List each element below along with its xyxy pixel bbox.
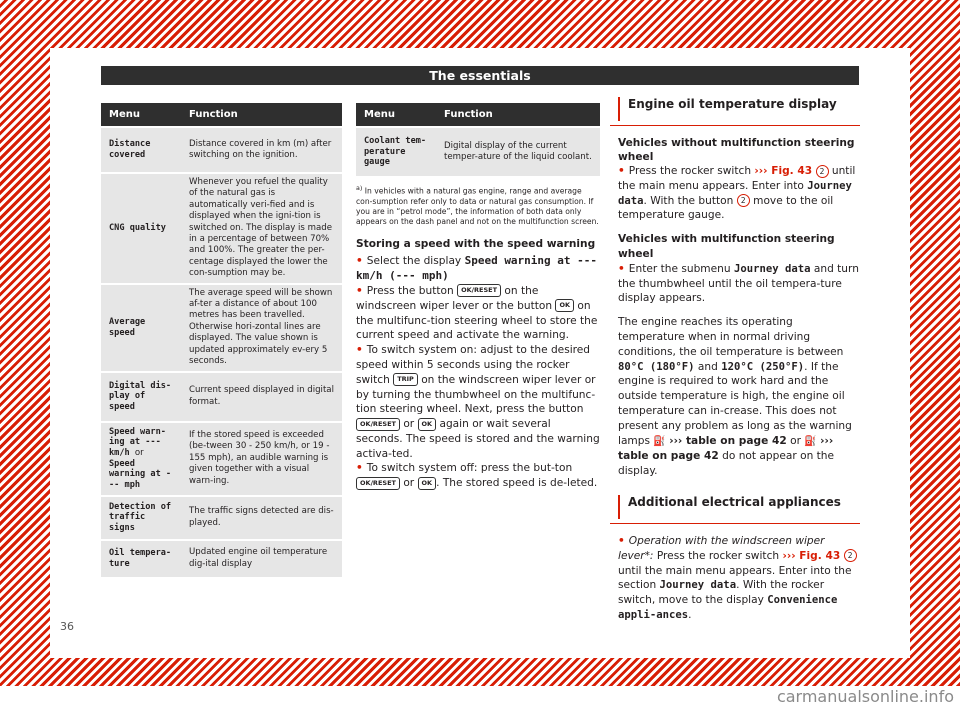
table-row	[101, 285, 342, 371]
page-number: 36	[60, 620, 74, 633]
table-row	[101, 174, 342, 283]
number-2-badge: 2	[816, 165, 829, 178]
electrical-section-title-block	[618, 495, 860, 519]
speed-warning-code: Speed warning at --- km/h (--- mph)	[356, 254, 598, 283]
menu-cell: Oil tempera-ture	[101, 541, 181, 577]
menu-function-table	[101, 101, 342, 579]
table-row	[101, 423, 342, 495]
menu-cell: Average speed	[101, 285, 181, 371]
function-cell: The average speed will be shown af-ter a distance of about 100 metres has been travelled. Otherwise hori-zontal lines are displayed. The value shown is updated approximately ev-ery 5 seconds.	[181, 285, 342, 371]
bullet-icon: •	[618, 534, 625, 547]
bullet-switch-on: • To switch system on: adjust to the desired speed within 5 seconds using the rocker switch TRIP on the windscreen wiper lever or by turning the thumbwheel on the multifunc-tion steering wheel. Next, press the button OK/RESET or OK again or wait several seconds. The speed is stored and the warning activa-ted.	[356, 344, 600, 460]
temperature-80: 80°C (180°F)	[618, 360, 695, 373]
oil-subheading-mf: Vehicles with multifunction steering wheel	[618, 233, 835, 260]
menu-cell	[101, 423, 181, 495]
bullet-submenu: • Enter the submenu Journey data and turn the thumbwheel until the oil tempera-ture display appears.	[618, 262, 859, 305]
menu-or-text: or	[134, 447, 144, 458]
journey-data-code: Journey data	[733, 262, 811, 275]
column-header-menu: Menu	[101, 103, 181, 126]
footnote	[356, 184, 600, 227]
footnote-text: In vehicles with a natural gas engine, range and average con-sumption refer only to data or natural gas consumption. If you are in “petrol mode”, the information of both data only appears on the dash panel and not on the multifunction screen.	[356, 186, 599, 226]
right-column	[618, 97, 860, 623]
bullet-press-button: • Press the button OK/RESET on the windscreen wiper lever or the button OK on the multifunc-tion steering wheel to store the current speed and activate the warning.	[356, 284, 598, 342]
function-cell: Whenever you refuel the quality of the natural gas is automatically veri-fied and is displayed when the igni-tion is switched on. The display is made in a percentage of between 70% and 100%. The greater the per-centage displayed the lower the con-sumption may be.	[181, 174, 342, 283]
coolant-table	[356, 101, 600, 178]
title-underline	[610, 523, 860, 524]
oil-section-title-block	[618, 97, 860, 121]
convenience-appliances-code: Convenience appli-ances	[618, 594, 838, 621]
column-header-function: Function	[436, 103, 600, 126]
table-row	[101, 541, 342, 577]
table-row	[101, 128, 342, 172]
menu-cell: Distance covered	[101, 128, 181, 172]
bullet-icon: •	[618, 262, 625, 275]
column-header-menu: Menu	[356, 103, 436, 126]
journey-data-code: Journey data	[618, 179, 852, 207]
trip-key-icon: TRIP	[393, 373, 418, 386]
function-cell: The traffic signs detected are dis-played.	[181, 497, 342, 539]
number-2-badge: 2	[737, 194, 750, 207]
menu-cell: Coolant tem-perature gauge	[356, 128, 436, 176]
number-2-badge: 2	[844, 549, 857, 562]
function-cell: Distance covered in km (m) after switching on the ignition.	[181, 128, 342, 172]
oil-warning-lamp-icon: ⛽	[653, 435, 666, 447]
function-cell: If the stored speed is exceeded (be-tween 30 - 250 km/h, or 19 - 155 mph), an audible warning is given together with a visual warn-ing.	[181, 423, 342, 495]
bullet-select-display: • Select the display Speed warning at --- km/h (--- mph)	[356, 254, 598, 283]
table-link-2[interactable]: ››› table on page 42	[618, 434, 834, 463]
menu-cell: Digital dis-play of speed	[101, 373, 181, 421]
ok-reset-key-icon: OK/RESET	[356, 477, 400, 490]
ok-reset-key-icon: OK/RESET	[457, 284, 501, 297]
speed-warning-section	[356, 237, 600, 492]
title-underline	[610, 125, 860, 126]
middle-column	[356, 101, 600, 491]
bullet-icon: •	[356, 284, 363, 297]
bullet-icon: •	[356, 462, 363, 475]
menu-cell: CNG quality	[101, 174, 181, 283]
table-row	[101, 497, 342, 539]
temperature-120: 120°C (250°F)	[721, 360, 805, 373]
oil-subheading-no-mf: Vehicles without multifunction steering wheel	[618, 137, 855, 163]
bullet-icon: •	[356, 255, 363, 268]
ok-key-icon: OK	[418, 477, 437, 490]
footnote-mark: a)	[356, 185, 363, 192]
fig-link[interactable]: ››› Fig. 43	[782, 549, 841, 562]
menu-cell: Detection of traffic signs	[101, 497, 181, 539]
function-cell: Digital display of the current temper-ature of the liquid coolant.	[436, 128, 600, 176]
table-row	[101, 373, 342, 421]
electrical-section-title: Additional electrical appliances	[628, 494, 841, 509]
menu-mph-label: Speed warning at --- mph	[109, 458, 172, 490]
menu-km-label: Speed warn-ing at --- km/h	[109, 426, 166, 458]
table-link-1[interactable]: ››› table on page 42	[669, 434, 787, 447]
page-header-title: The essentials	[101, 66, 859, 85]
bullet-icon: •	[618, 165, 625, 177]
column-header-function: Function	[181, 103, 342, 126]
function-cell: Updated engine oil temperature dig-ital display	[181, 541, 342, 577]
ok-key-icon: OK	[555, 299, 574, 312]
watermark: carmanualsonline.info	[0, 686, 960, 708]
oil-level-lamp-icon: ⛽	[804, 435, 817, 447]
left-table-container	[101, 101, 342, 579]
bullet-switch-off: • To switch system off: press the but-ton OK/RESET or OK . The stored speed is de-leted.	[356, 462, 598, 490]
speed-warning-heading: Storing a speed with the speed warning	[356, 237, 596, 250]
bullet-rocker-switch: • Press the rocker switch ››› Fig. 43 2 until the main menu appears. Enter into Journey data. With the button 2 move to the oil temperature gauge.	[618, 165, 856, 222]
oil-section-title: Engine oil temperature display	[628, 97, 837, 111]
table-row	[356, 128, 600, 176]
oil-temperature-paragraph: The engine reaches its operating temperature when in normal driving conditions, the oil temperature is between 80°C (180°F) and 120°C (250°F). If the engine is required to work hard and the outside temperature is high, the engine oil temperature can in-crease. This does not present any problem as long as the warning lamps ⛽ ››› table on page 42 or ⛽ ››› table on page 42 do not appear on the display.	[618, 316, 852, 478]
bullet-wiper-lever: • Operation with the windscreen wiper lever*: Press the rocker switch ››› Fig. 43 2 until the main menu appears. Enter into the section Journey data. With the rocker switch, move to the display Convenience appli-ances.	[618, 534, 860, 623]
journey-data-code: Journey data	[659, 579, 737, 592]
ok-reset-key-icon: OK/RESET	[356, 418, 400, 431]
function-cell: Current speed displayed in digital format.	[181, 373, 342, 421]
fig-link[interactable]: ››› Fig. 43	[754, 165, 813, 177]
bullet-icon: •	[356, 344, 363, 357]
ok-key-icon: OK	[418, 418, 437, 431]
